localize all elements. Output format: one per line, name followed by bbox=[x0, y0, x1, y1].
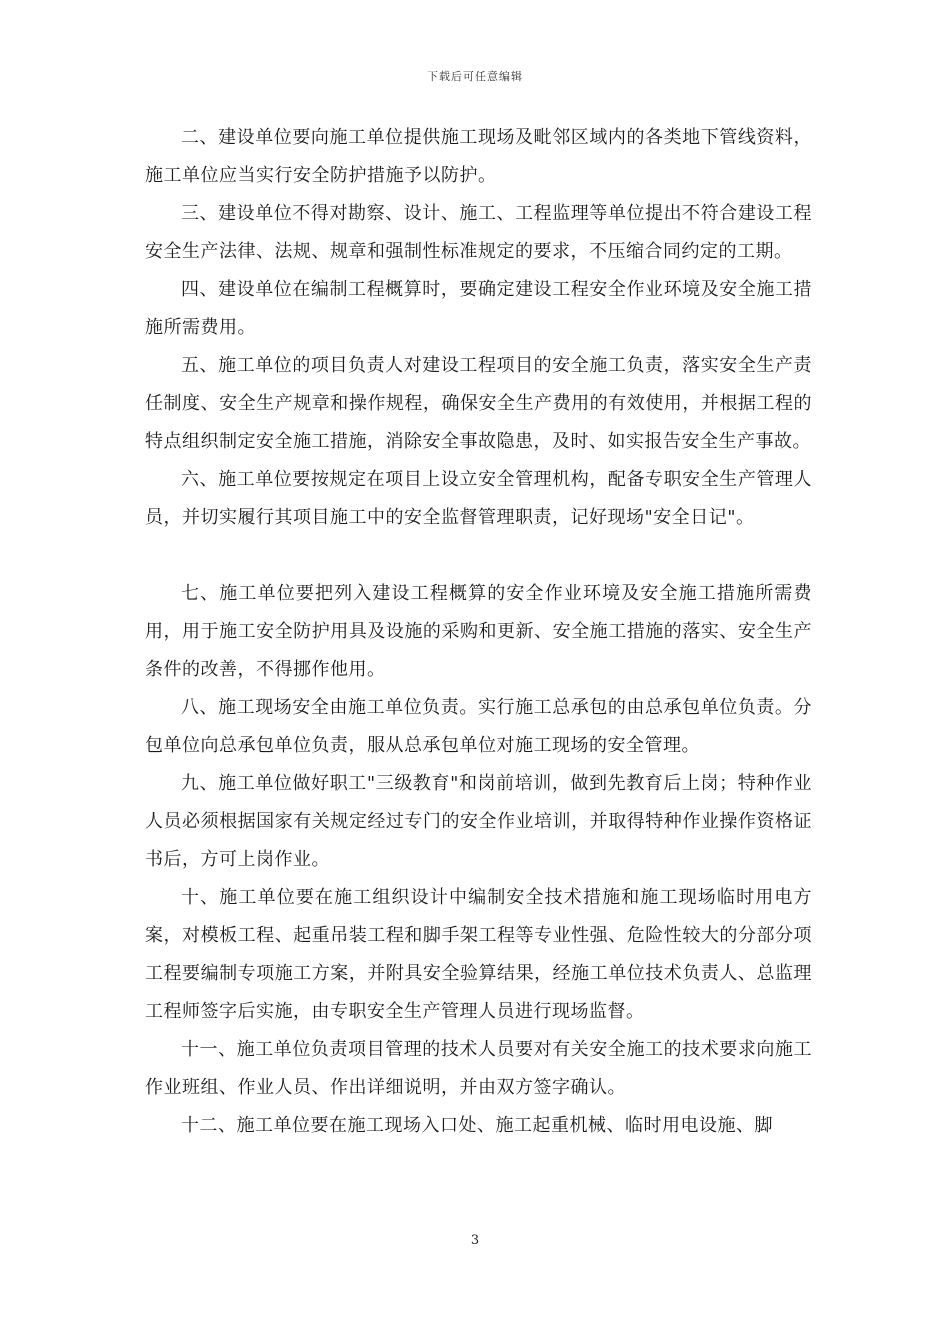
paragraph-8: 八、施工现场安全由施工单位负责。实行施工总承包的由总承包单位负责。分包单位向总承包单位负责，服从总承包单位对施工现场的安全管理。 bbox=[145, 697, 812, 756]
header-note: 下载后可任意编辑 bbox=[427, 70, 523, 83]
paragraph-10: 十、施工单位要在施工组织设计中编制安全技术措施和施工现场临时用电方案，对模板工程、起重吊装工程和脚手架工程等专业性强、危险性较大的分部分项工程要编制专项施工方案，并附具安全验算结果，经施工单位技术负责人、总监理工程师签字后实施，由专职安全生产管理人员进行现场监督。 bbox=[145, 887, 812, 1022]
paragraph-4: 四、建设单位在编制工程概算时，要确定建设工程安全作业环境及安全施工措施所需费用。 bbox=[145, 279, 812, 338]
paragraph-2: 二、建设单位要向施工单位提供施工现场及毗邻区域内的各类地下管线资料，施工单位应当实行安全防护措施予以防护。 bbox=[145, 127, 812, 186]
paragraph-12: 十二、施工单位要在施工现场入口处、施工起重机械、临时用电设施、脚 bbox=[181, 1115, 773, 1136]
paragraph-5: 五、施工单位的项目负责人对建设工程项目的安全施工负责，落实安全生产责任制度、安全生产规章和操作规程，确保安全生产费用的有效使用，并根据工程的特点组织制定安全施工措施，消除安全事故隐患，及时、如实报告安全生产事故。 bbox=[145, 355, 812, 452]
paragraph-9: 九、施工单位做好职工"三级教育"和岗前培训，做到先教育后上岗；特种作业人员必须根据国家有关规定经过专门的安全作业培训，并取得特种作业操作资格证书后，方可上岗作业。 bbox=[145, 773, 812, 870]
paragraph-7: 七、施工单位要把列入建设工程概算的安全作业环境及安全施工措施所需费用，用于施工安全防护用具及设施的采购和更新、安全施工措施的落实、安全生产条件的改善，不得挪作他用。 bbox=[145, 583, 812, 680]
paragraph-6: 六、施工单位要按规定在项目上设立安全管理机构，配备专职安全生产管理人员，并切实履行其项目施工中的安全监督管理职责，记好现场"安全日记"。 bbox=[145, 469, 812, 528]
document-body bbox=[145, 119, 812, 1145]
paragraph-3: 三、建设单位不得对勘察、设计、施工、工程监理等单位提出不符合建设工程安全生产法律、法规、规章和强制性标准规定的要求，不压缩合同约定的工期。 bbox=[145, 203, 812, 262]
page-number: 3 bbox=[470, 1233, 480, 1248]
paragraph-11: 十一、施工单位负责项目管理的技术人员要对有关安全施工的技术要求向施工作业班组、作业人员、作出详细说明，并由双方签字确认。 bbox=[145, 1039, 812, 1098]
